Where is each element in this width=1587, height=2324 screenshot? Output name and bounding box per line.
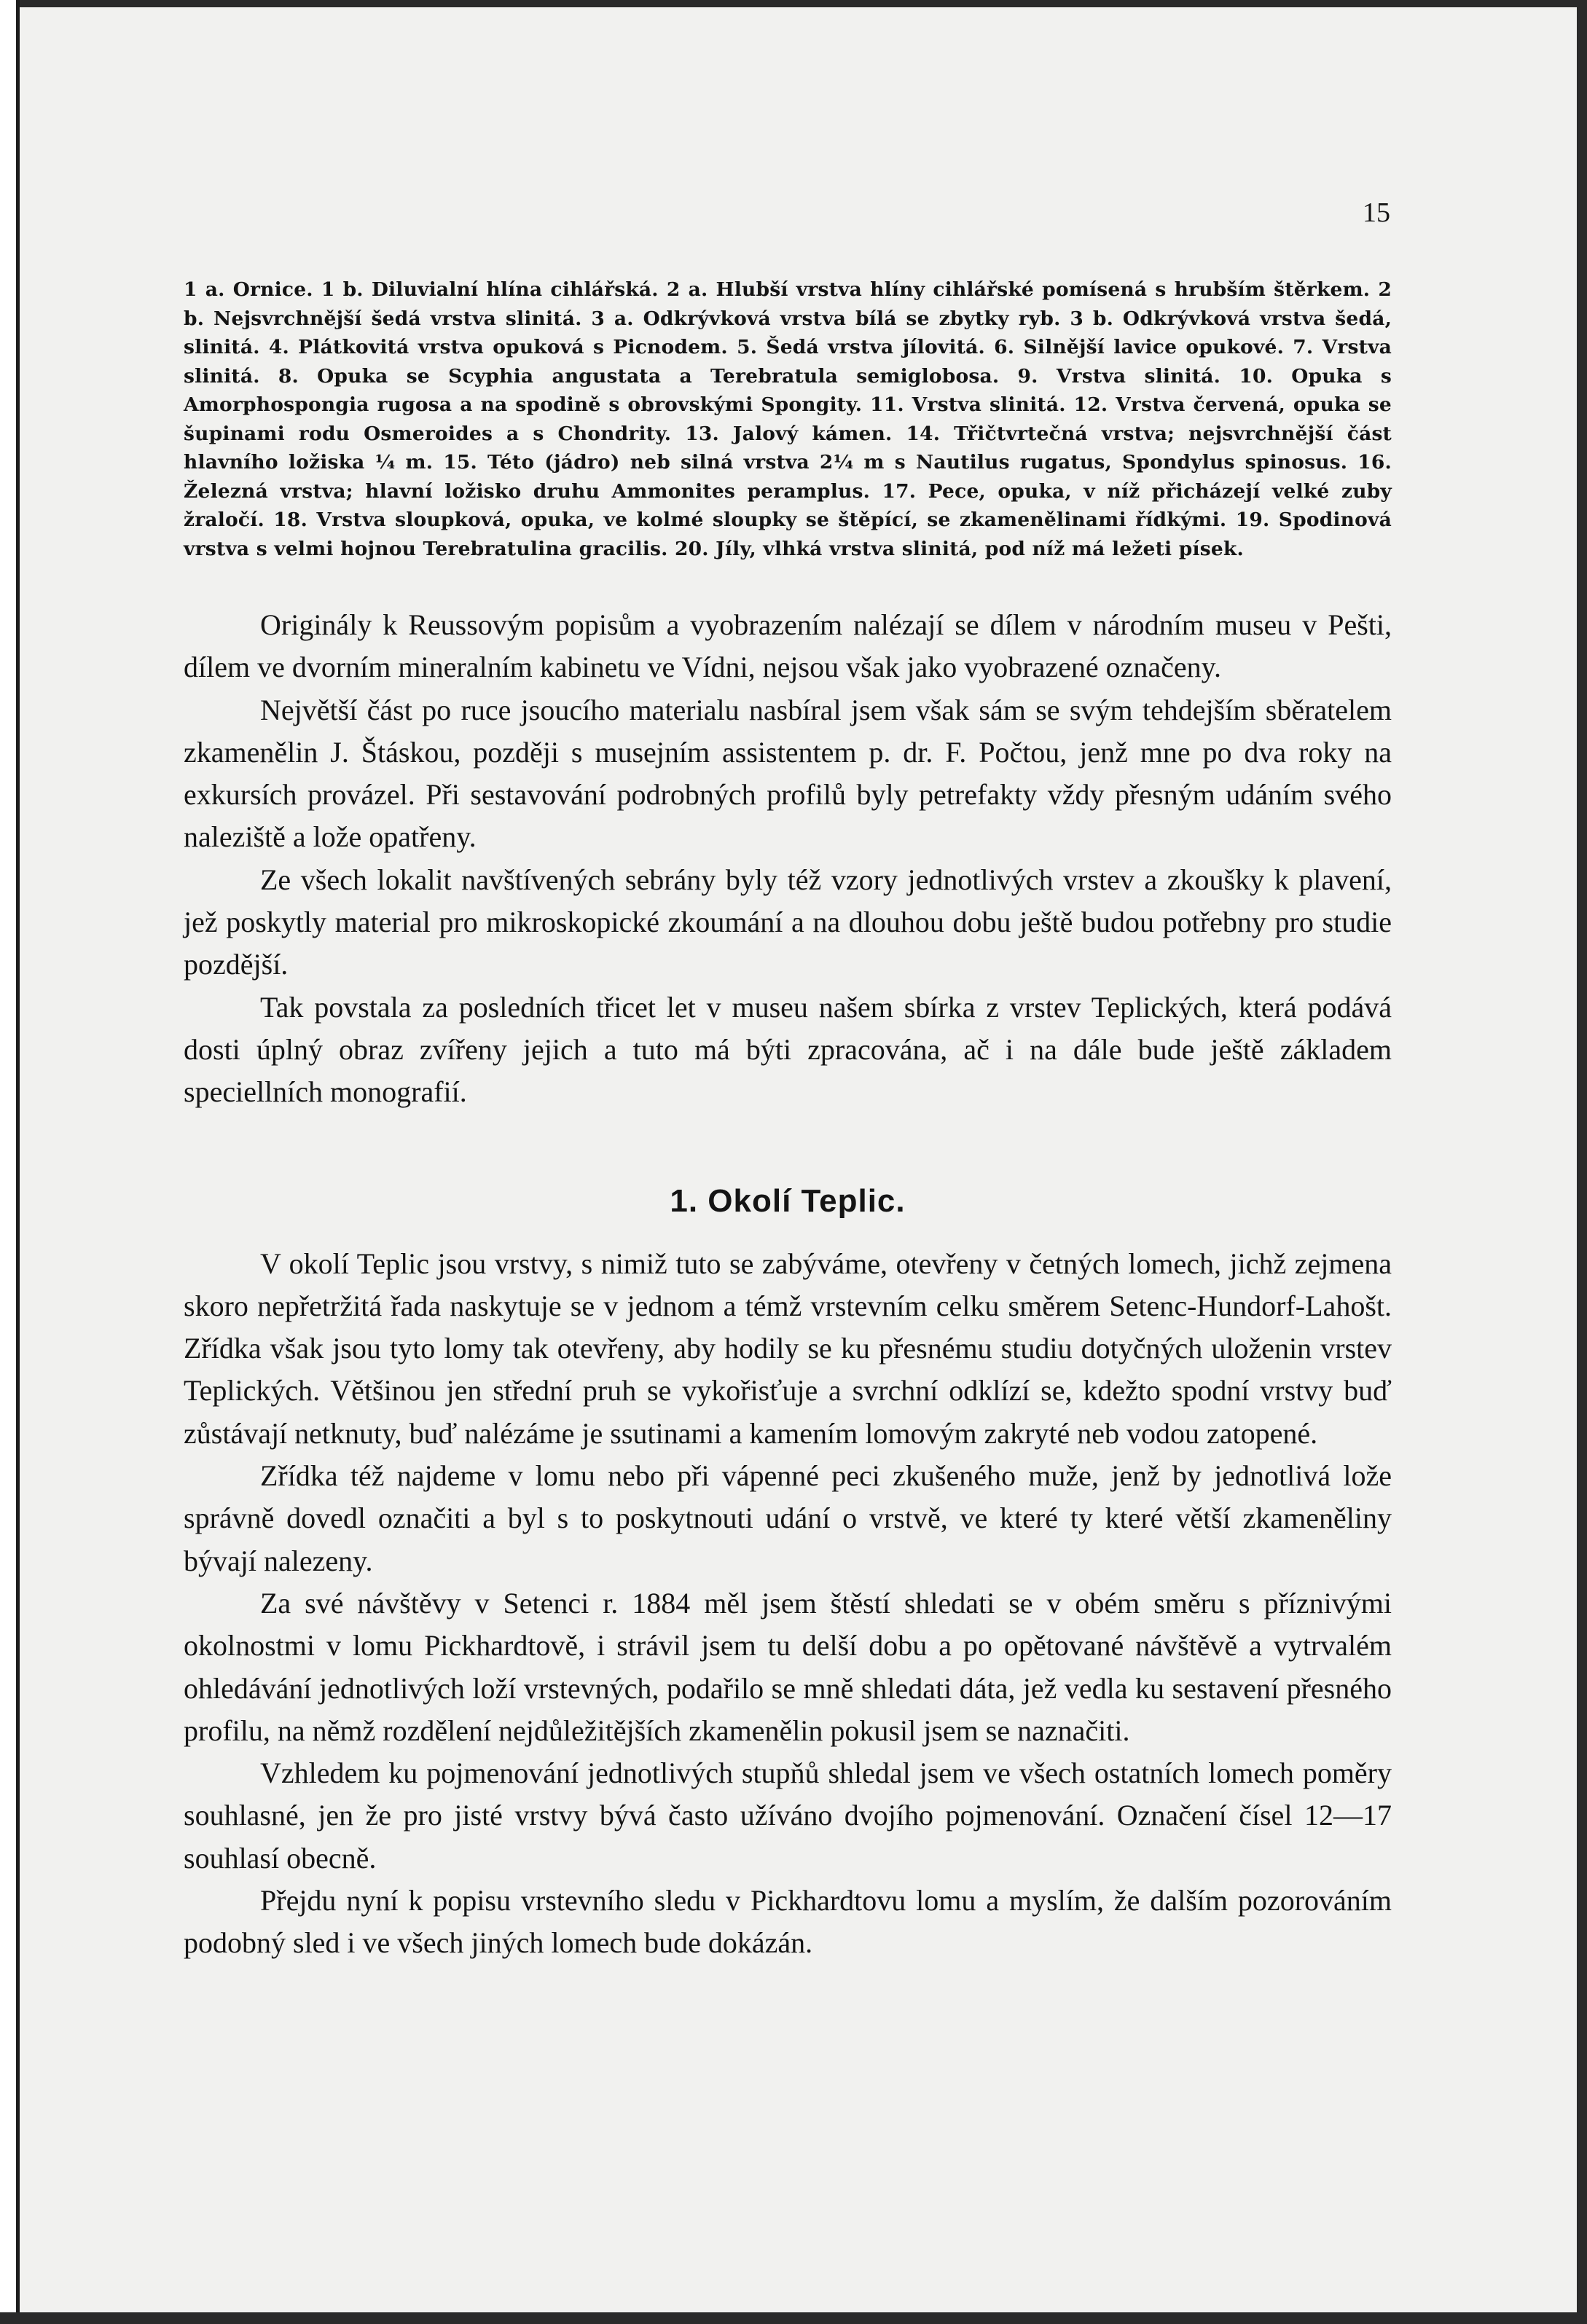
paragraph: Tak povstala za posledních třicet let v museu našem sbírka z vrstev Teplických, která podává dosti úplný obraz zvířeny jejich a tuto má býti zpracována, ač i na dále bude ještě základem speciellních monografií.	[184, 990, 1392, 1109]
paragraph: Originály k Reussovým popisům a vyobrazením nalézají se dílem v národním museu v Pešti, dílem ve dvorním mineralním kabinetu ve Vídni, nejsou však jako vyobrazené označeny.	[184, 608, 1392, 684]
paragraph: Zřídka též najdeme v lomu nebo při vápenné peci zkušeného muže, jenž by jednotlivá lože správně dovedl označiti a byl s to poskytnouti udání o vrstvě, ve které ty které větší zkameněliny bývají nalezeny.	[184, 1459, 1392, 1577]
scan-border-bottom	[0, 2312, 1587, 2324]
paragraph: Ze všech lokalit navštívených sebrány byly též vzory jednotlivých vrstev a zkoušky k plavení, jež poskytly material pro mikroskopické zkoumání a na dlouhou dobu ještě budou potřebny pro studie pozdější.	[184, 863, 1392, 981]
paragraph: Vzhledem ku pojmenování jednotlivých stupňů shledal jsem ve všech ostatních lomech poměry souhlasné, jen že pro jisté vrstvy bývá často užíváno dvojího pojmenování. Označení čísel 12—17 souhlasí obecně.	[184, 1756, 1392, 1874]
section-body	[184, 1243, 1392, 1965]
scan-border-right	[1577, 0, 1587, 2324]
paragraph: V okolí Teplic jsou vrstvy, s nimiž tuto se zabýváme, otevřeny v četných lomech, jichž zejmena skoro nepřetržitá řada naskytuje se v jednom a témž vrstevním celku směrem Setenc-Hundorf-Lahošt. Zřídka však jsou tyto lomy tak otevřeny, aby hodily se ku přesnému studiu dotyčných uloženin vrstev Teplických. Většinou jen střední pruh se vykořisťuje a svrchní odklízí se, kdežto spodní vrstvy buď zůstávají netknuty, buď nalézáme je ssutinami a kamením lomovým zakryté neb vodou zatopené.	[184, 1247, 1392, 1450]
page-content	[184, 188, 1392, 1965]
paragraph: Za své návštěvy v Setenci r. 1884 měl jsem štěstí shledati se v obém směru s příznivými okolnostmi v lomu Pickhardtově, i strávil jsem tu delší dobu a po opětované návštěvě a vytrvalém ohledávání jednotlivých loží vrstevných, podařilo se mně shledati dáta, jež vedla ku sestavení přesného profilu, na němž rozdělení nejdůležitějších zkamenělin pokusil jsem se naznačiti.	[184, 1586, 1392, 1747]
scan-border-top	[0, 0, 1587, 7]
profile-caption: 1 a. Ornice. 1 b. Diluvialní hlína cihlářská. 2 a. Hlubší vrstva hlíny cihlářské pomísená s hrubším štěrkem. 2 b. Nejsvrchnější šedá vrstva slinitá. 3 a. Odkrývková vrstva bílá se zbytky ryb. 3 b. Odkrývková vrstva šedá, slinitá. 4. Plátkovitá vrstva opuková s Picnodem. 5. Šedá vrstva jílovitá. 6. Silnější lavice opukové. 7. Vrstva slinitá. 8. Opuka se Scyphia angustata a Terebratula semiglobosa. 9. Vrstva slinitá. 10. Opuka s Amorphospongia rugosa a na spodině s obrovskými Spongity. 11. Vrstva slinitá. 12. Vrstva červená, opuka se šupinami rodu Osmeroides a s Chondrity. 13. Jalový kámen. 14. Třičtvrtečná vrstva; nejsvrchnější část hlavního ložiska ¼ m. 15. Této (jádro) neb silná vrstva 2¼ m s Nautilus rugatus, Spondylus spinosus. 16. Železná vrstva; hlavní ložisko druhu Ammonites peramplus. 17. Pece, opuka, v níž přicházejí velké zuby žraločí. 18. Vrstva sloupková, opuka, ve kolmé sloupky se štěpící, se zkamenělinami řídkými. 19. Spodinová vrstva s velmi hojnou Terebratulina gracilis. 20. Jíly, vlhká vrstva slinitá, pod níž má ležeti písek.	[184, 278, 1392, 560]
page-number: 15	[1363, 197, 1390, 228]
scan-border-left	[0, 0, 20, 2324]
intro-section	[184, 604, 1392, 1114]
paragraph: Přejdu nyní k popisu vrstevního sledu v Pickhardtovu lomu a myslím, že dalším pozorováním podobný sled i ve všech jiných lomech bude dokázán.	[184, 1884, 1392, 1960]
paragraph: Největší část po ruce jsoucího materialu nasbíral jsem však sám se svým tehdejším sběratelem zkamenělin J. Štáskou, později s musejním assistentem p. dr. F. Počtou, jenž mne po dva roky na exkursích provázel. Při sestavování podrobných profilů byly petrefakty vždy přesným udáním svého naleziště a lože opatřeny.	[184, 693, 1392, 854]
section-heading: 1. Okolí Teplic.	[670, 1182, 906, 1219]
